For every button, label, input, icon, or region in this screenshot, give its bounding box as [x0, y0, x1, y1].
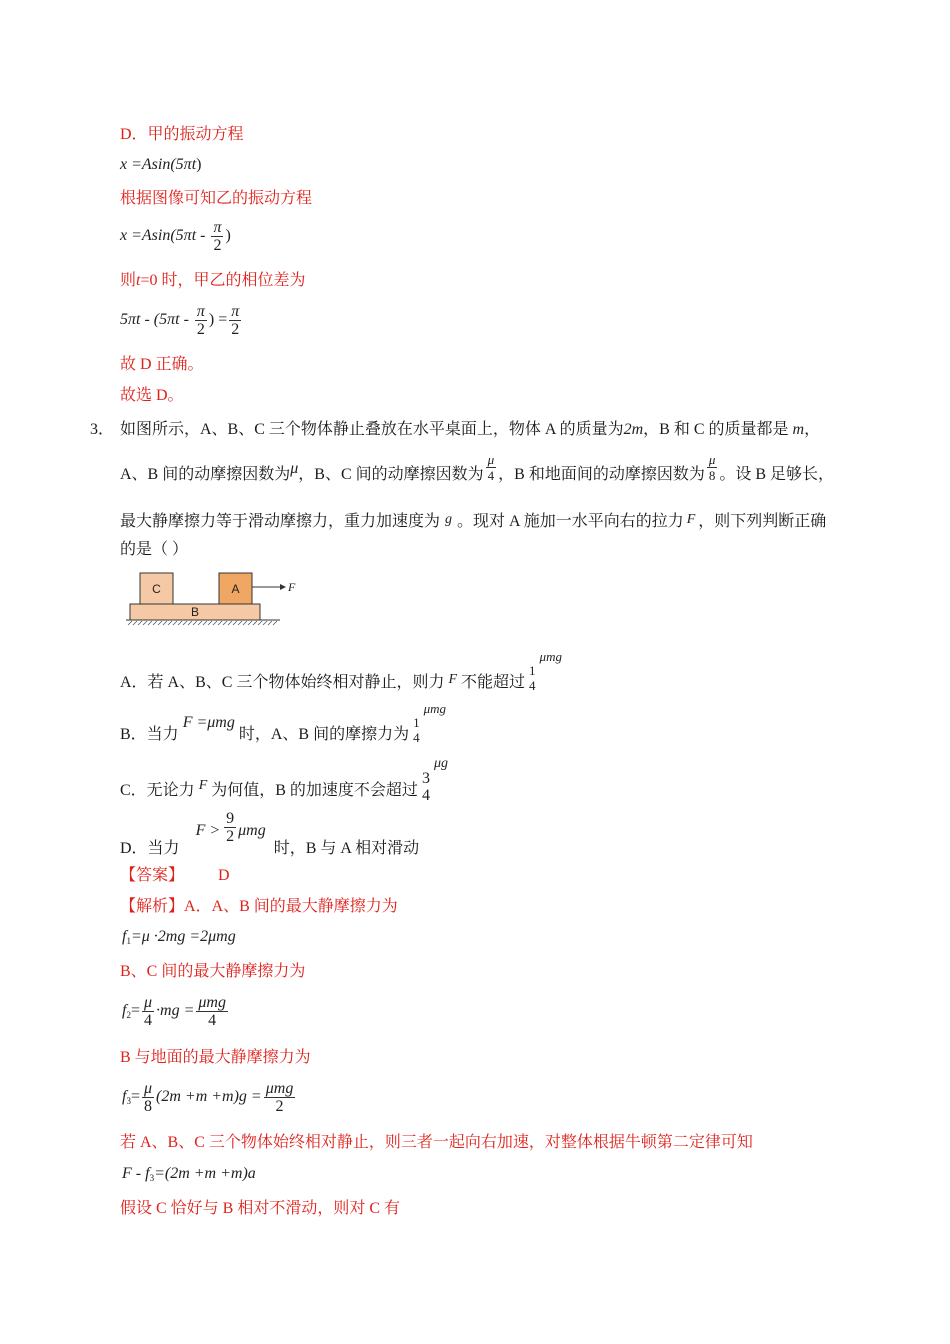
block-c-label: C — [152, 582, 161, 596]
conclusion-text: 故 D 正确。 — [120, 356, 204, 373]
f2-equation: $f_2=$ $\frac{\mu}{4}$ ·mg = $\frac{\text{μmg}}{4}$ — [122, 994, 226, 1029]
block-a-label: A — [231, 582, 240, 596]
phase-equation: 5πt - (5πt - $\frac{\pi}{2}$ ) = $\frac{\pi}{2}$ — [120, 303, 240, 338]
analysis-line-2: B、C 间的最大静摩擦力为 — [120, 963, 306, 980]
question-number: 3． — [90, 421, 115, 438]
ground-hatching — [128, 621, 277, 625]
phase-text: 则t=0 时，甲乙的相位差为 — [120, 272, 306, 289]
board-b-label: B — [190, 605, 200, 619]
blocks-figure — [122, 570, 302, 632]
option-d: D．当力F > $\frac{9}{2}$ μmg时，B 与 A 相对滑动 — [120, 810, 420, 858]
newton-equation: $F - f_3=(2m +m +m)a$ — [122, 1165, 256, 1183]
analysis-line-3: B 与地面的最大静摩擦力为 — [120, 1049, 311, 1066]
analysis-line-4: 若 A、B、C 三个物体始终相对静止，则三者一起向右加速，对整体根据牛顿第二定律可知 — [120, 1134, 753, 1151]
question-line-2: A、B 间的动摩擦因数为μ，B、C 间的动摩擦因数为 $\frac{\mu}{4}$ ，B 和地面间的动摩擦因数为 $\frac{\mu}{8}$ 。设 B 足够长， — [120, 452, 835, 484]
answer-line: 【答案】 D — [120, 867, 230, 884]
equation-jia: x =Asin(5πt) — [120, 156, 202, 173]
analysis-line-1: 【解析】A．A、B 间的最大静摩擦力为 — [120, 898, 398, 915]
f3-equation: $f_3=$ $\frac{\mu}{8}$ (2m +m +m)g = $\frac{\text{μmg}}{2}$ — [122, 1080, 294, 1115]
arrow-head-icon — [280, 584, 286, 590]
question-line-4: 的是（ ） — [120, 541, 189, 558]
option-c: C．无论力 F 为何值，B 的加速度不会超过 3 4 μg — [120, 756, 448, 804]
f1-equation: $f_1=\mu \cdot 2mg =2\mu mg$ — [122, 928, 236, 946]
force-label: F — [288, 580, 296, 594]
equation-yi: x =Asin(5πt - $\frac{\pi}{2}$ ) — [120, 219, 231, 254]
analysis-line-5: 假设 C 恰好与 B 相对不滑动，则对 C 有 — [120, 1200, 401, 1217]
choice-text: 故选 D。 — [120, 387, 184, 404]
question-line-3: 最大静摩擦力等于滑动摩擦力，重力加速度为 g 。现对 A 施加一水平向右的拉力 F ，则下列判断正确 — [120, 512, 827, 530]
figure-text: 根据图像可知乙的振动方程 — [120, 190, 313, 207]
option-b: B．当力F =μmg时，A、B 间的摩擦力为 1 4 $^{\mu mg}$ — [120, 701, 446, 745]
option-a: A．若 A、B、C 三个物体始终相对静止，则力 F 不能超过 1 4 $^{\mu mg}$ — [120, 649, 562, 693]
option-d-label: D．甲的振动方程 — [120, 126, 244, 143]
question-line-1: 如图所示，A、B、C 三个物体静止叠放在水平桌面上，物体 A 的质量为2m，B 和 C 的质量都是 m， — [120, 421, 821, 438]
